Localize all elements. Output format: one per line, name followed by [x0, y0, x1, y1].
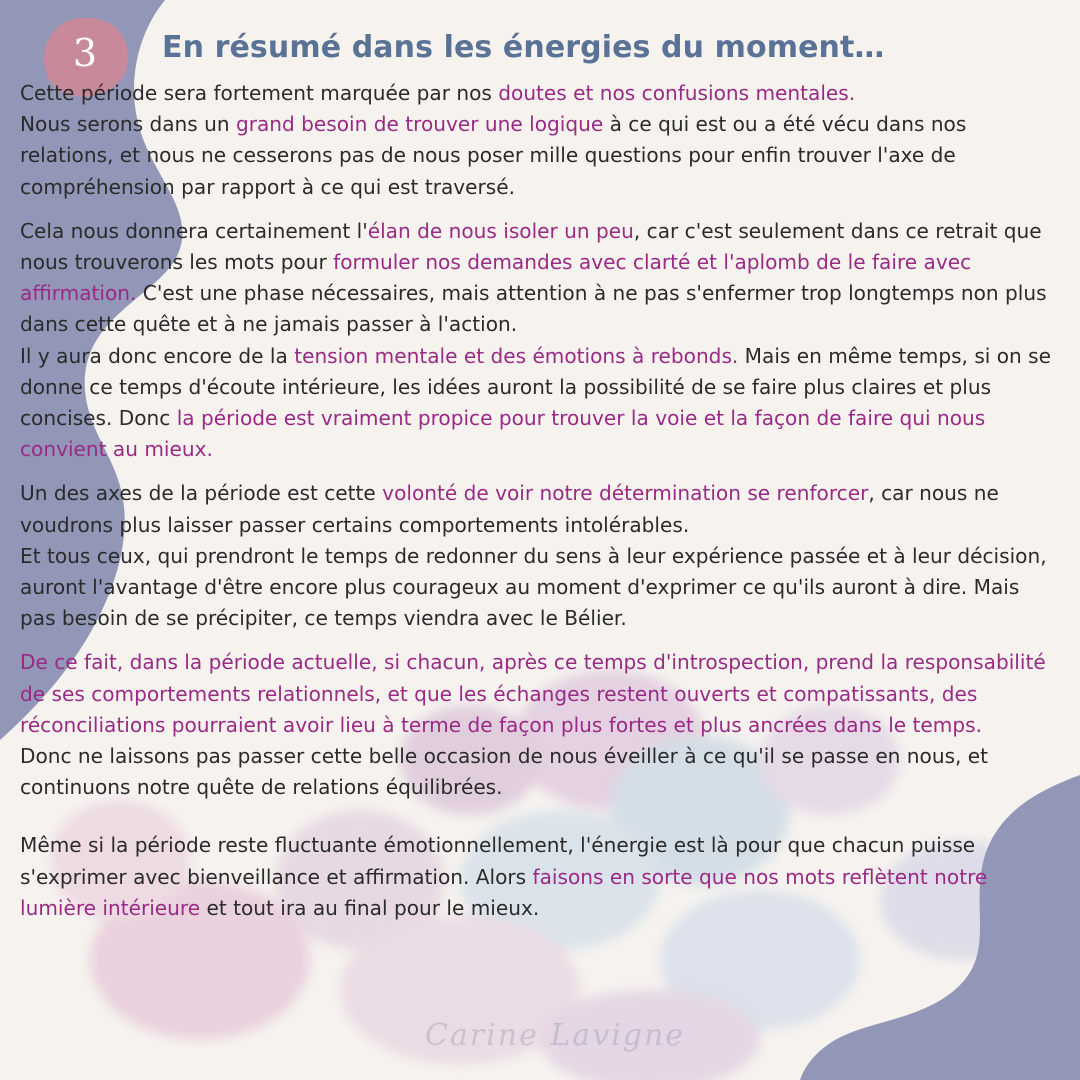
paragraph-7 [20, 741, 1060, 803]
text-segment: Il y aura donc encore de la [20, 343, 295, 368]
text-segment: à ce qui est ou a été vécu dans nos relations, et nous ne cesserons pas de nous poser mille questions pour enfin trouver l'axe de compréhension par rapport à ce qui est traversé. [20, 112, 967, 199]
paragraph-8 [20, 830, 1060, 924]
text-segment: et tout ira au final pour le mieux. [200, 895, 540, 920]
text-segment: Nous serons dans un [20, 112, 236, 137]
highlight-segment: la période est vraiment propice pour trouver la voie et la façon de faire qui nous convient au mieux. [20, 406, 986, 462]
page-number: 3 [72, 31, 98, 75]
highlight-segment: faisons en sorte que nos mots reflètent notre lumière intérieure [20, 864, 988, 920]
paragraph-2 [20, 216, 1060, 341]
author-signature: Carine Lavigne [425, 1018, 686, 1053]
highlight-segment: volonté de voir notre détermination se renforcer [382, 481, 869, 506]
highlight-segment: De ce fait, dans la période actuelle, si chacun, après ce temps d'introspection, prend la responsabilité de ses comportements relationnels, et que les échanges restent ouverts et compatissants, des réconciliations pourraient avoir lieu à terme de façon plus fortes et plus ancrées dans le temps. [20, 650, 1046, 737]
text-segment: Un des axes de la période est cette [20, 481, 383, 506]
text-segment: , car nous ne voudrons plus laisser passer certains comportements intolérables. [20, 481, 999, 537]
paragraph-3 [20, 341, 1060, 466]
page-title: En résumé dans les énergies du moment… [162, 30, 885, 65]
paragraph-1 [20, 78, 1060, 203]
highlight-segment: formuler nos demandes avec clarté et l'aplomb de le faire avec affirmation. [20, 250, 972, 306]
text-segment: Même si la période reste fluctuante émotionnellement, l'énergie est là pour que chacun puisse s'exprimer avec bienveillance et affirmation. Alors [20, 833, 976, 889]
text-segment: Et tous ceux, qui prendront le temps de redonner du sens à leur expérience passée et à leur décision, auront l'avantage d'être encore plus courageux au moment d'exprimer ce qu'ils auront à dire. Mais pas besoin de se précipiter, ce temps viendra avec le Bélier. [20, 543, 1047, 631]
text-segment: Cela nous donnera certainement l' [20, 218, 368, 243]
text-segment: , car c'est seulement dans ce retrait que nous trouverons les mots pour [20, 218, 1042, 275]
paragraph-6 [20, 647, 1060, 741]
highlight-segment: tension mentale et des émotions à rebonds. [294, 343, 739, 368]
text-segment: Donc ne laissons pas passer cette belle occasion de nous éveiller à ce qu'il se passe en nous, et continuons notre quête de relations équilibrées. [20, 744, 989, 800]
paragraph-5 [20, 541, 1060, 635]
text-segment: Cette période sera fortement marquée par nos [20, 81, 499, 105]
text-segment: C'est une phase nécessaires, mais attention à ne pas s'enfermer trop longtemps non plus dans cette quête et à ne jamais passer à l'action. [20, 281, 1047, 337]
article-body [20, 78, 1060, 924]
paragraph-4 [20, 478, 1060, 540]
highlight-segment: doutes et nos confusions mentales. [498, 81, 856, 105]
text-segment: Mais en même temps, si on se donne ce temps d'écoute intérieure, les idées auront la possibilité de se faire plus claires et plus concises. Donc [20, 343, 1052, 431]
highlight-segment: élan de nous isoler un peu [367, 218, 634, 243]
highlight-segment: grand besoin de trouver une logique [235, 112, 604, 137]
